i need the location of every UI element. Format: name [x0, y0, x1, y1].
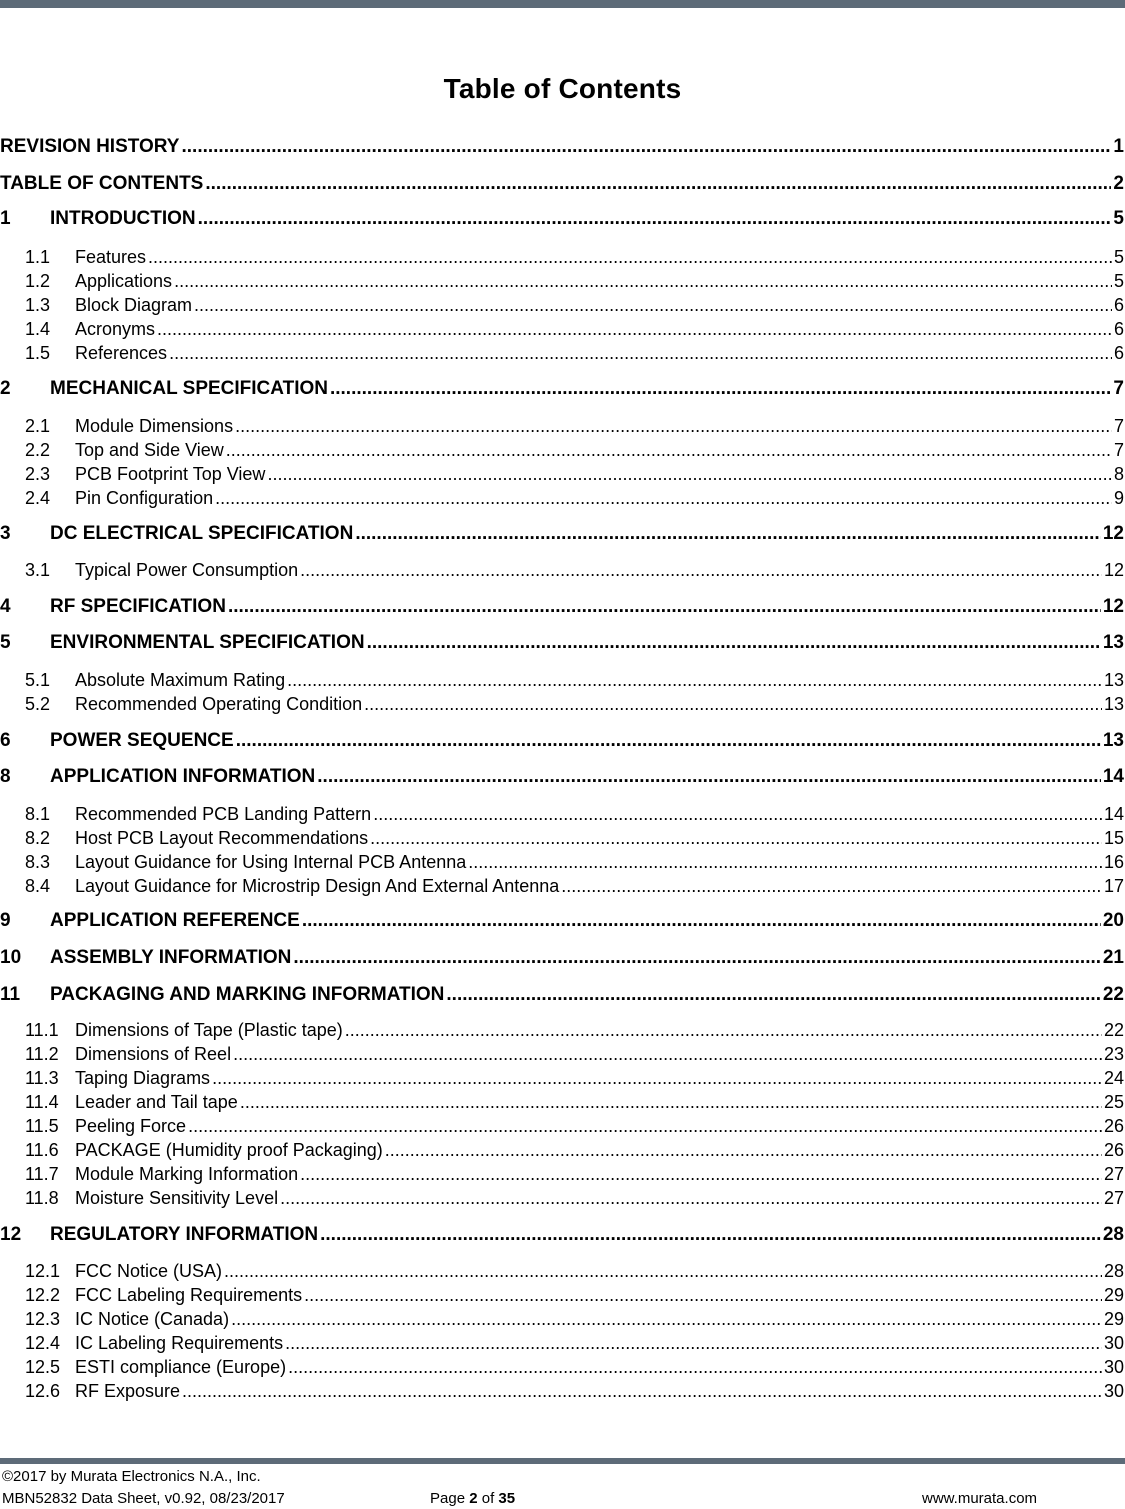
toc-entry-number: 9 — [0, 910, 11, 931]
toc-chapter-entry[interactable] — [0, 632, 1124, 654]
toc-dot-leader — [385, 1140, 1102, 1161]
toc-entry-page: 6 — [1113, 295, 1124, 315]
toc-entry-number: 3 — [0, 523, 11, 544]
toc-dot-leader — [367, 632, 1101, 654]
toc-dot-leader — [205, 173, 1111, 195]
toc-entry-page: 13 — [1102, 632, 1124, 653]
toc-section-entry[interactable] — [0, 488, 1124, 509]
toc-entry-page: 29 — [1103, 1285, 1124, 1305]
toc-entry-page: 22 — [1102, 984, 1124, 1005]
toc-entry-page: 30 — [1103, 1357, 1124, 1377]
toc-entry-number: 4 — [0, 596, 11, 617]
toc-entry-title: Typical Power Consumption — [75, 560, 299, 580]
toc-entry-page: 5 — [1113, 247, 1124, 267]
toc-dot-leader — [287, 670, 1102, 691]
toc-section-entry[interactable] — [0, 670, 1124, 691]
toc-section-entry[interactable] — [0, 828, 1124, 849]
toc-entry-page: 26 — [1103, 1140, 1124, 1160]
toc-entry-page: 30 — [1103, 1333, 1124, 1353]
toc-entry-page: 6 — [1113, 319, 1124, 339]
toc-entry-number: 8.1 — [25, 804, 51, 824]
toc-dot-leader — [370, 828, 1102, 849]
toc-dot-leader — [355, 523, 1101, 545]
toc-entry-number: 11 — [0, 984, 21, 1005]
toc-entry-number: 8 — [0, 766, 11, 787]
toc-chapter-entry[interactable] — [0, 136, 1124, 158]
toc-entry-title: Features — [75, 247, 147, 267]
toc-dot-leader — [288, 1357, 1102, 1378]
toc-entry-title: INTRODUCTION — [50, 208, 196, 229]
toc-entry-page: 26 — [1103, 1116, 1124, 1136]
toc-entry-number: 12 — [0, 1224, 22, 1245]
toc-dot-leader — [212, 1068, 1102, 1089]
toc-chapter-entry[interactable] — [0, 947, 1124, 969]
toc-entry-page: 13 — [1103, 670, 1124, 690]
toc-entry-number: 12.4 — [25, 1333, 61, 1353]
toc-dot-leader — [224, 1261, 1102, 1282]
toc-entry-page: 27 — [1103, 1164, 1124, 1184]
toc-entry-title: DC ELECTRICAL SPECIFICATION — [50, 523, 354, 544]
toc-section-entry[interactable] — [0, 560, 1124, 581]
toc-entry-number: 2.1 — [25, 416, 51, 436]
toc-dot-leader — [198, 208, 1112, 230]
toc-entry-title: IC Labeling Requirements — [75, 1333, 284, 1353]
toc-section-entry[interactable] — [0, 694, 1124, 715]
toc-dot-leader — [300, 1164, 1102, 1185]
toc-entry-title: Acronyms — [75, 319, 156, 339]
toc-section-entry[interactable] — [0, 1261, 1124, 1282]
toc-entry-title: REGULATORY INFORMATION — [50, 1224, 319, 1245]
toc-section-entry[interactable] — [0, 319, 1124, 340]
toc-entry-page: 29 — [1103, 1309, 1124, 1329]
toc-section-entry[interactable] — [0, 1020, 1124, 1041]
toc-dot-leader — [228, 596, 1101, 618]
page-title: Table of Contents — [443, 73, 682, 104]
toc-dot-leader — [364, 694, 1102, 715]
footer-page-current: 2 — [469, 1490, 478, 1507]
toc-entry-page: 21 — [1102, 947, 1124, 968]
toc-entry-page: 24 — [1103, 1068, 1124, 1088]
toc-section-entry[interactable] — [0, 271, 1124, 292]
toc-entry-page: 9 — [1113, 488, 1124, 508]
toc-entry-title: Module Dimensions — [75, 416, 234, 436]
toc-entry-number: 11.7 — [25, 1164, 59, 1184]
toc-entry-title: References — [75, 343, 168, 363]
toc-entry-title: PCB Footprint Top View — [75, 464, 266, 484]
toc-entry-page: 30 — [1103, 1381, 1124, 1401]
toc-entry-title: Peeling Force — [75, 1116, 187, 1136]
toc-entry-number: 11.3 — [25, 1068, 59, 1088]
toc-section-entry[interactable] — [0, 1044, 1124, 1065]
footer-page-of: of — [481, 1490, 495, 1507]
top-rule — [0, 0, 1125, 8]
toc-section-entry[interactable] — [0, 804, 1124, 825]
toc-dot-leader — [468, 852, 1102, 873]
toc-entry-page: 7 — [1113, 378, 1124, 399]
toc-chapter-entry[interactable] — [0, 984, 1124, 1006]
toc-dot-leader — [561, 876, 1102, 897]
toc-dot-leader — [302, 910, 1101, 932]
toc-section-entry[interactable] — [0, 1357, 1124, 1378]
toc-entry-page: 14 — [1102, 766, 1124, 787]
toc-dot-leader — [215, 488, 1112, 509]
toc-entry-page: 2 — [1113, 173, 1124, 194]
toc-section-entry[interactable] — [0, 416, 1124, 437]
toc-entry-page: 12 — [1103, 560, 1124, 580]
toc-entry-number: 11.6 — [25, 1140, 59, 1160]
toc-entry-page: 12 — [1102, 523, 1124, 544]
toc-entry-number: 1.3 — [25, 295, 51, 315]
toc-entry-title: TABLE OF CONTENTS — [0, 173, 204, 194]
toc-entry-page: 15 — [1103, 828, 1124, 848]
toc-section-entry[interactable] — [0, 440, 1124, 461]
toc-dot-leader — [373, 804, 1102, 825]
toc-entry-page: 16 — [1103, 852, 1124, 872]
toc-entry-page: 23 — [1103, 1044, 1124, 1064]
toc-entry-title: Pin Configuration — [75, 488, 214, 508]
toc-entry-number: 8.3 — [25, 852, 51, 872]
toc-section-entry[interactable] — [0, 464, 1124, 485]
toc-entry-number: 5.2 — [25, 694, 51, 714]
toc-entry-title: APPLICATION REFERENCE — [50, 910, 300, 931]
toc-entry-page: 7 — [1113, 416, 1124, 436]
footer-page-prefix: Page — [430, 1490, 466, 1507]
toc-dot-leader — [169, 343, 1112, 364]
toc-dot-leader — [446, 984, 1100, 1006]
toc-entry-title: MECHANICAL SPECIFICATION — [50, 378, 328, 399]
toc-dot-leader — [236, 730, 1101, 752]
toc-section-entry[interactable] — [0, 1164, 1124, 1185]
footer-page-total: 35 — [498, 1490, 516, 1507]
toc-entry-page: 5 — [1113, 208, 1124, 229]
toc-entry-number: 10 — [0, 947, 22, 968]
toc-entry-page: 20 — [1102, 910, 1124, 931]
toc-entry-number: 1.1 — [25, 247, 51, 267]
toc-entry-title: PACKAGING AND MARKING INFORMATION — [50, 984, 445, 1005]
toc-entry-number: 12.2 — [25, 1285, 61, 1305]
toc-entry-title: Dimensions of Tape (Plastic tape) — [75, 1020, 343, 1040]
toc-dot-leader — [157, 319, 1112, 340]
toc-chapter-entry[interactable] — [0, 173, 1124, 195]
footer-website: www.murata.com — [922, 1490, 1038, 1507]
footer-copyright: ©2017 by Murata Electronics N.A., Inc. — [2, 1468, 261, 1485]
toc-entry-number: 11.4 — [25, 1092, 59, 1112]
toc-entry-page: 13 — [1102, 730, 1124, 751]
toc-entry-page: 5 — [1113, 271, 1124, 291]
toc-section-entry[interactable] — [0, 1092, 1124, 1113]
toc-entry-title: Dimensions of Reel — [75, 1044, 232, 1064]
toc-entry-page: 25 — [1103, 1092, 1124, 1112]
toc-entry-title: Recommended Operating Condition — [75, 694, 363, 714]
toc-entry-title: Layout Guidance for Microstrip Design And External Antenna — [75, 876, 560, 896]
toc-entry-title: Leader and Tail tape — [75, 1092, 238, 1112]
toc-dot-leader — [226, 440, 1112, 461]
toc-dot-leader — [345, 1020, 1102, 1041]
toc-entry-page: 8 — [1113, 464, 1124, 484]
toc-section-entry[interactable] — [0, 852, 1124, 873]
toc-entry-title: Module Marking Information — [75, 1164, 299, 1184]
footer-page-number — [430, 1490, 515, 1507]
toc-dot-leader — [320, 1224, 1101, 1246]
toc-entry-number: 12.3 — [25, 1309, 61, 1329]
toc-entry-title: Moisture Sensitivity Level — [75, 1188, 279, 1208]
toc-chapter-entry[interactable] — [0, 208, 1124, 230]
toc-chapter-entry[interactable] — [0, 378, 1124, 400]
toc-dot-leader — [148, 247, 1112, 268]
toc-entry-page: 28 — [1102, 1224, 1124, 1245]
toc-chapter-entry[interactable] — [0, 766, 1124, 788]
footer-doc-info: MBN52832 Data Sheet, v0.92, 08/23/2017 — [2, 1490, 285, 1507]
toc-entry-number: 8.4 — [25, 876, 51, 896]
toc-entry-number: 1 — [0, 208, 11, 229]
toc-entry-title: APPLICATION INFORMATION — [50, 766, 316, 787]
toc-entry-title: FCC Notice (USA) — [75, 1261, 223, 1281]
toc-entry-title: REVISION HISTORY — [0, 136, 180, 157]
toc-chapter-entry[interactable] — [0, 523, 1124, 545]
toc-section-entry[interactable] — [0, 1333, 1124, 1354]
toc-entry-page: 22 — [1103, 1020, 1124, 1040]
toc-dot-leader — [233, 1044, 1102, 1065]
toc-entry-title: Taping Diagrams — [75, 1068, 211, 1088]
toc-dot-leader — [280, 1188, 1102, 1209]
toc-entry-number: 2 — [0, 378, 11, 399]
toc-dot-leader — [304, 1285, 1102, 1306]
toc-entry-title: Block Diagram — [75, 295, 193, 315]
toc-entry-title: RF Exposure — [75, 1381, 181, 1401]
toc-entry-page: 1 — [1113, 136, 1124, 157]
toc-entry-page: 12 — [1102, 596, 1124, 617]
toc-entry-number: 11.5 — [25, 1116, 59, 1136]
toc-entry-page: 6 — [1113, 343, 1124, 363]
toc-entry-title: Absolute Maximum Rating — [75, 670, 286, 690]
toc-entry-page: 28 — [1103, 1261, 1124, 1281]
toc-section-entry[interactable] — [0, 1068, 1124, 1089]
toc-entry-number: 12.1 — [25, 1261, 61, 1281]
toc-entry-number: 2.4 — [25, 488, 51, 508]
toc-dot-leader — [235, 416, 1112, 437]
toc-chapter-entry[interactable] — [0, 730, 1124, 752]
toc-entry-page: 27 — [1103, 1188, 1124, 1208]
toc-entry-number: 11.8 — [25, 1188, 59, 1208]
toc-dot-leader — [188, 1116, 1102, 1137]
toc-entry-title: RF SPECIFICATION — [50, 596, 226, 617]
toc-entry-page: 13 — [1103, 694, 1124, 714]
toc-entry-number: 11.1 — [25, 1020, 59, 1040]
footer-rule — [0, 1458, 1125, 1464]
toc-entry-page: 7 — [1113, 440, 1124, 460]
toc-entry-title: ASSEMBLY INFORMATION — [50, 947, 292, 968]
toc-entry-number: 8.2 — [25, 828, 51, 848]
toc-entry-title: Applications — [75, 271, 173, 291]
toc-entry-number: 2.2 — [25, 440, 51, 460]
toc-entry-number: 1.2 — [25, 271, 51, 291]
toc-entry-number: 12.5 — [25, 1357, 61, 1377]
toc-section-entry[interactable] — [0, 1285, 1124, 1306]
toc-entry-title: Top and Side View — [75, 440, 224, 460]
toc-entry-number: 11.2 — [25, 1044, 59, 1064]
toc-dot-leader — [330, 378, 1111, 400]
toc-entry-title: Host PCB Layout Recommendations — [75, 828, 369, 848]
toc-chapter-entry[interactable] — [0, 910, 1124, 932]
toc-section-entry[interactable] — [0, 343, 1124, 364]
toc-entry-title: Recommended PCB Landing Pattern — [75, 804, 372, 824]
toc-entry-number: 5.1 — [25, 670, 51, 690]
toc-entry-title: PACKAGE (Humidity proof Packaging) — [75, 1140, 383, 1160]
toc-section-entry[interactable] — [0, 1381, 1124, 1402]
toc-entry-number: 2.3 — [25, 464, 51, 484]
toc-section-entry[interactable] — [0, 1116, 1124, 1137]
toc-entry-title: POWER SEQUENCE — [50, 730, 234, 751]
toc-entry-number: 3.1 — [25, 560, 51, 580]
toc-entry-number: 1.4 — [25, 319, 51, 339]
toc-section-entry[interactable] — [0, 247, 1124, 268]
toc-section-entry[interactable] — [0, 1309, 1124, 1330]
toc-section-entry[interactable] — [0, 295, 1124, 316]
toc-entry-page: 14 — [1103, 804, 1124, 824]
toc-dot-leader — [317, 766, 1101, 788]
toc-entry-title: IC Notice (Canada) — [75, 1309, 230, 1329]
toc-dot-leader — [182, 1381, 1102, 1402]
toc-dot-leader — [181, 136, 1111, 158]
toc-dot-leader — [240, 1092, 1102, 1113]
toc-entry-number: 5 — [0, 632, 11, 653]
toc-dot-leader — [267, 464, 1112, 485]
toc-entry-title: FCC Labeling Requirements — [75, 1285, 303, 1305]
toc-dot-leader — [300, 560, 1102, 581]
toc-dot-leader — [174, 271, 1112, 292]
toc-chapter-entry[interactable] — [0, 1224, 1124, 1246]
toc-entry-title: ESTI compliance (Europe) — [75, 1357, 287, 1377]
toc-chapter-entry[interactable] — [0, 596, 1124, 618]
toc-entry-number: 12.6 — [25, 1381, 61, 1401]
toc-entry-page: 17 — [1103, 876, 1124, 896]
toc-section-entry[interactable] — [0, 1140, 1124, 1161]
toc-dot-leader — [285, 1333, 1102, 1354]
toc-entry-title: ENVIRONMENTAL SPECIFICATION — [50, 632, 365, 653]
toc-entry-number: 6 — [0, 730, 11, 751]
toc-entry-title: Layout Guidance for Using Internal PCB Antenna — [75, 852, 467, 872]
toc-entry-number: 1.5 — [25, 343, 51, 363]
toc-dot-leader — [194, 295, 1112, 316]
toc-dot-leader — [293, 947, 1100, 969]
toc-section-entry[interactable] — [0, 1188, 1124, 1209]
toc-dot-leader — [231, 1309, 1102, 1330]
toc-section-entry[interactable] — [0, 876, 1124, 897]
